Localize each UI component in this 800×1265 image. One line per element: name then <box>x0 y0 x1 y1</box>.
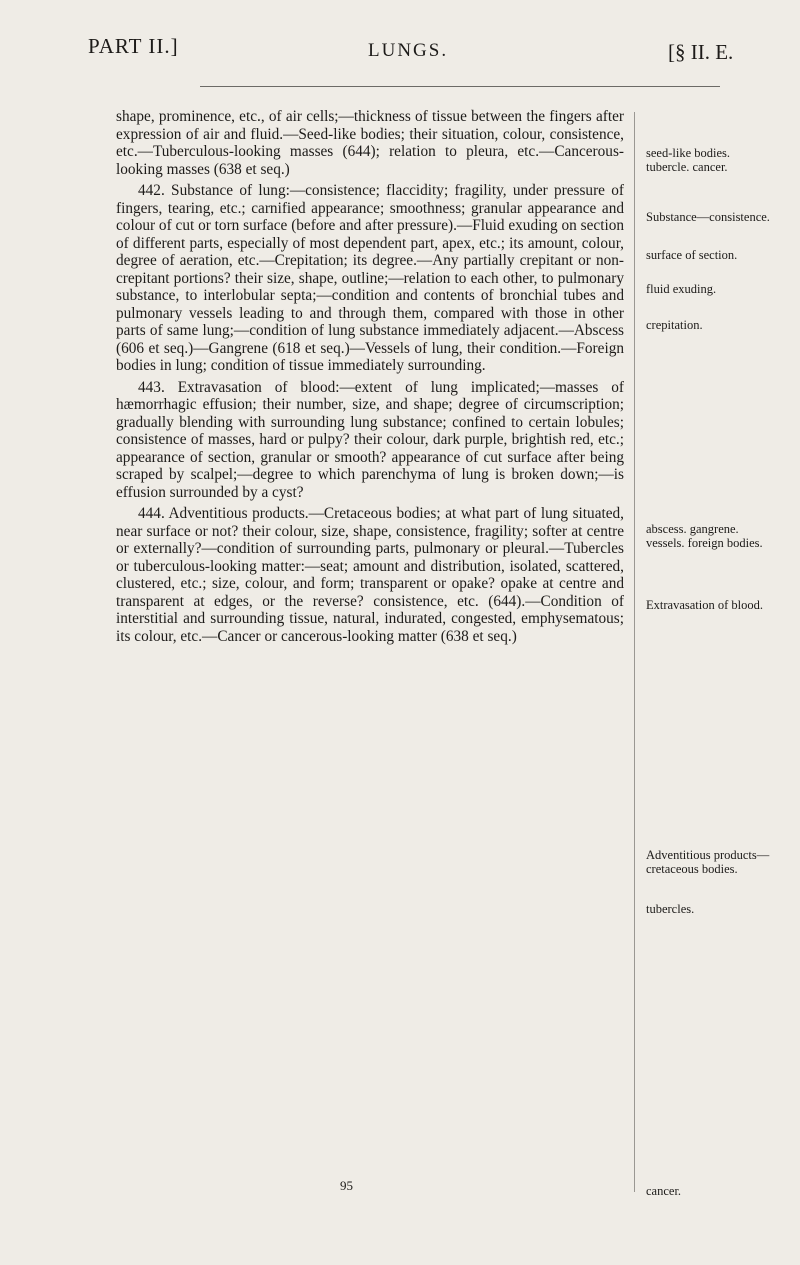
margin-note-adventitious-products: Adventitious products—cretaceous bodies. <box>646 848 770 876</box>
paragraph-adventitious-products: 444. Adventitious products.—Cretaceous bodies; at what part of lung situated, near surface or not? their colour, size, shape, consistence, fragility; softer at centre or externally?—condition of surrounding parts, pulmonary or pleural.—Tubercles or tuberculous-looking matter:—seat; amount and distribution, isolated, scattered, clustered, etc.; size, colour, and form; transparent or opake? opake at centre and transparent at edges, or the reverse? consistence, etc. (644).—Condition of interstitial and surrounding tissue, natural, indurated, congested, emphysematous; its colour, etc.—Cancer or cancerous-looking matter (638 et seq.) <box>116 505 624 645</box>
margin-note-fluid-exuding: fluid exuding. <box>646 282 717 296</box>
margin-note-tubercles: tubercles. <box>646 902 695 916</box>
margin-note-abscess-gangrene: abscess. gangrene. vessels. foreign bodies. <box>646 522 763 550</box>
header-part-label: PART II.] <box>88 34 179 58</box>
paragraph-extravasation-of-blood: 443. Extravasation of blood:—extent of lung implicated;—masses of hæmorrhagic effusion; their number, size, and shape; degree of circumscription; gradually blending with surrounding lung substance; confined to certain lobules; consistence of masses, hard or pulpy? their colour, dark purple, brightish red, etc.; appearance of section, granular or smooth? appearance of cut surface after being scraped by scalpel;—degree to which parenchyma of lung is broken down;—is effusion surrounded by a cyst? <box>116 378 624 501</box>
margin-note-substance: Substance—consistence. <box>646 210 770 224</box>
paragraph-substance-of-lung: 442. Substance of lung:—consistence; flaccidity; fragility, under pressure of fingers, tearing, etc.; carnified appearance; smoothness; granular appearance and colour of cut or torn surface (before and after pressure).—Fluid exuding on section of different parts, especially of most dependent part, apex, etc.; its amount, colour, degree of aeration, etc.—Crepitation; its degree.—Any partially crepitant or non-crepitant portions? their size, shape, outline;—relation to each other, to pulmonary substance, to interlobular septa;—condition and contents of bronchial tubes and pulmonary vessels leading to and through them, compared with those in other parts of same lung;—condition of lung substance immediately adjacent.—Abscess (606 et seq.)—Gangrene (618 et seq.)—Vessels of lung, their condition.—Foreign bodies in lung; condition of tissue immediately surrounding. <box>116 182 624 374</box>
main-text-column <box>116 108 624 649</box>
margin-note-surface-of-section: surface of section. <box>646 248 738 262</box>
paragraph-continued: shape, prominence, etc., of air cells;—thickness of tissue between the fingers after expression of air and fluid.—Seed-like bodies; their situation, colour, consistence, etc.—Tuberculous-looking masses (644); relation to pleura, etc.—Cancerous-looking masses (638 et seq.) <box>116 108 624 178</box>
margin-note-extravasation: Extravasation of blood. <box>646 598 763 612</box>
margin-note-seed-like-bodies: seed-like bodies. tubercle. cancer. <box>646 146 731 174</box>
running-title: LUNGS. <box>368 40 449 61</box>
margin-note-cancer: cancer. <box>646 1184 682 1198</box>
header-section-label: [§ II. E. <box>668 40 734 64</box>
header-rule <box>200 86 720 87</box>
margin-note-crepitation: crepitation. <box>646 318 703 332</box>
page-number: 95 <box>340 1178 353 1193</box>
margin-divider-rule <box>634 112 635 1192</box>
